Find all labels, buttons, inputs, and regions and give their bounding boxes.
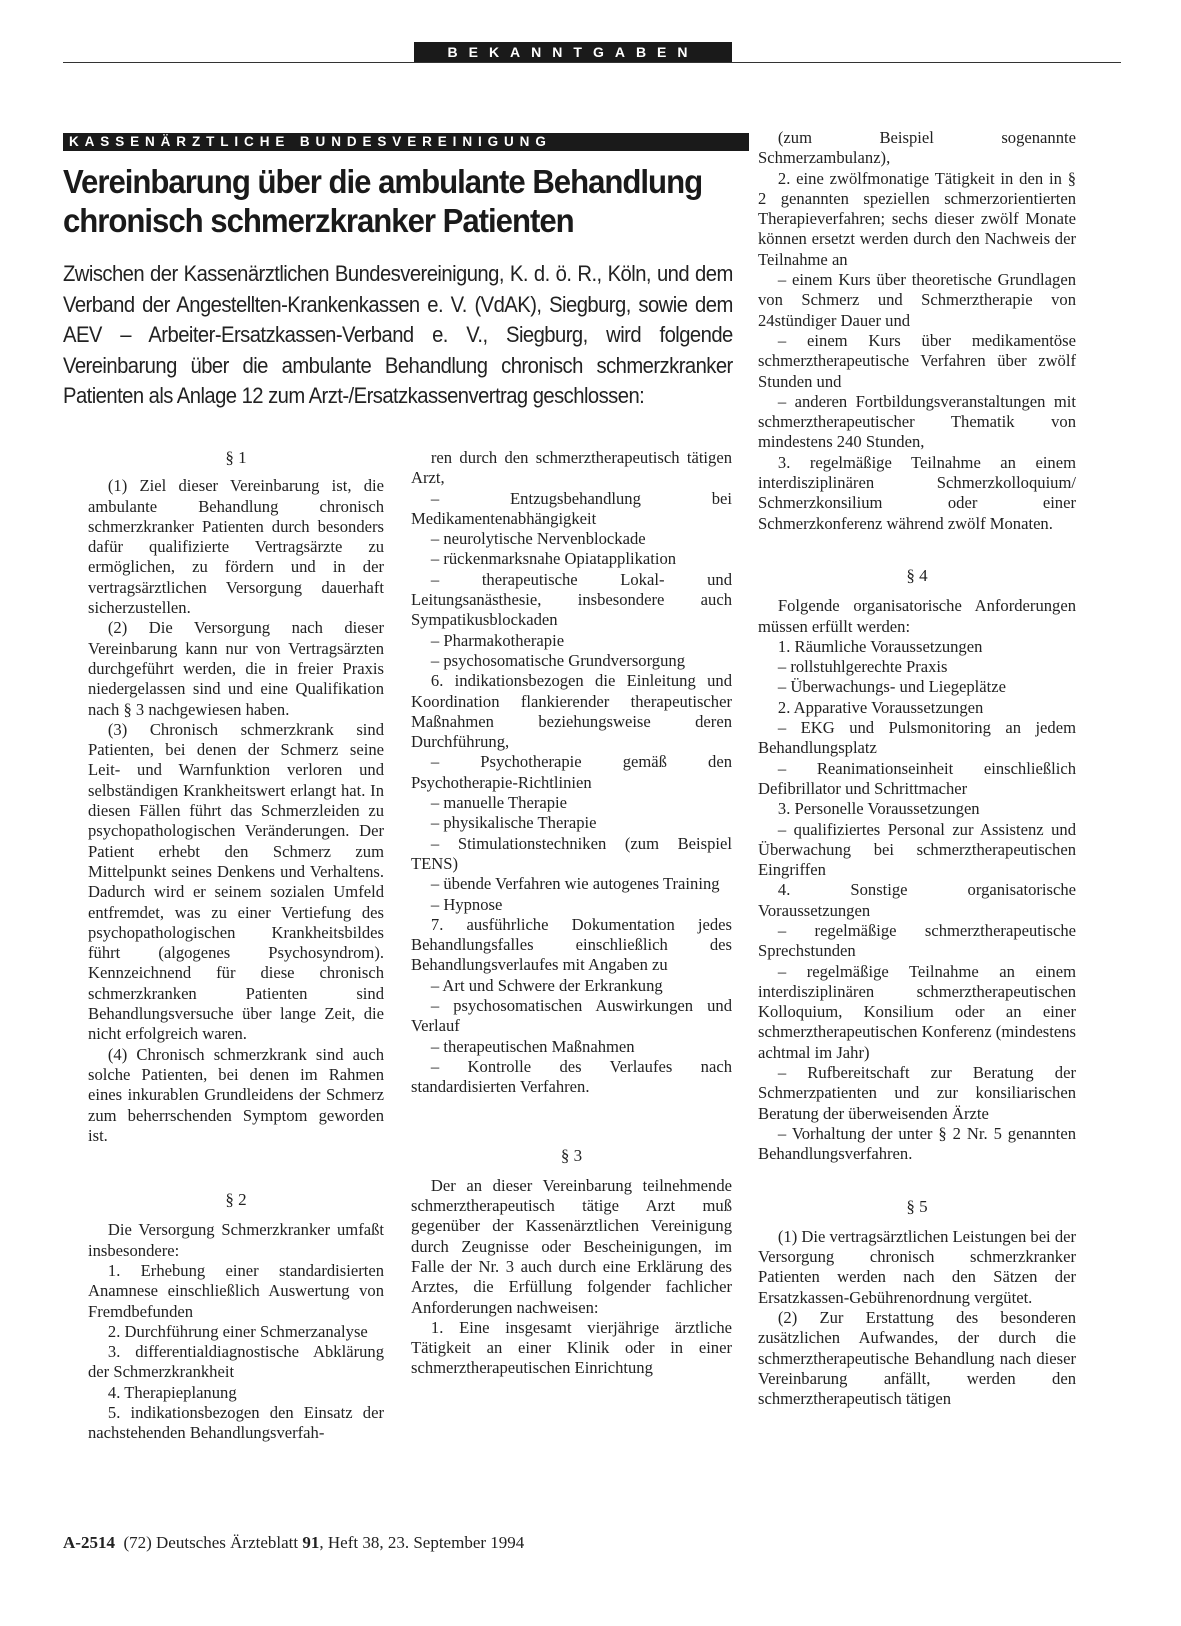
paragraph-1-3: (3) Chronisch schmerzkrank sind Patienten, bei denen der Schmerz seine Leit- und Warnfunktion verloren und selbständigen Krankheitswert erlangt hat. In diesen Fällen führt das Schmerzleiden zu psychopathologischen Veränderungen. Der Patient erhebt den Schmerz zum Mittelpunkt seines Denkens und Verhaltens. Dadurch wird er seinem sozialen Umfeld entfremdet, was zu einer Vertiefung des psychopathologischen Krankheitsbildes führt (algogenes Psychosyndrom). Kennzeichnend für diese chronisch schmerzkranken Patienten sind Behandlungsversuche über lange Zeit, die nicht erfolgreich waren. [88, 719, 384, 1044]
list-item: – regelmäßige Teilnahme an einem interdisziplinären schmerztherapeutischen Kolloquium, Konsilium oder an einer schmerztherapeutischen Konferenz (mindestens achtmal im Jahr) [758, 961, 1076, 1062]
paragraph-1-4: (4) Chronisch schmerzkrank sind auch solche Patienten, bei denen im Rahmen eines inkurablen Grundleidens der Schmerz zum beherrschenden Symptom geworden ist. [88, 1044, 384, 1145]
paragraph-5-1: (1) Die vertragsärztlichen Leistungen bei der Versorgung chronisch schmerzkranker Patienten werden nach den Sätzen der Ersatzkassen-Gebührenordnung vergütet. [758, 1226, 1077, 1307]
issue-prefix: (72) Deutsches Ärzteblatt [123, 1533, 299, 1552]
paragraph-heading: § 4 [906, 565, 928, 585]
list-item: 1. Erhebung einer standardisierten Anamnese einschließlich Auswertung von Fremdbefunden [88, 1260, 384, 1321]
page-header [63, 38, 1121, 68]
list-item: – einem Kurs über theoretische Grundlagen von Schmerz und Schmerztherapie von 24stündiger Dauer und [758, 270, 1076, 330]
list-item: – manuelle Therapie [430, 793, 567, 813]
list-item: – psychosomatische Grundversorgung [430, 650, 685, 670]
list-item: 3. differentialdiagnostische Abklärung der Schmerzkrankheit [88, 1342, 384, 1382]
paragraph-3-intro: Der an dieser Vereinbarung teilnehmende schmerztherapeutisch tätige Arzt muß gegenüber der Kassenärztlichen Vereinigung durch Zeugnisse oder Bescheinigungen, im Falle der Nr. 3 auch durch eine Erklärung des Arztes, die Erfüllung folgender fachlicher Anforderungen nachweisen: [411, 1175, 732, 1317]
organization-bar: KASSENÄRZTLICHE BUNDESVEREINIGUNG [63, 133, 749, 151]
paragraph-5-2: (2) Zur Erstattung des besonderen zusätzlichen Aufwandes, der durch die schmerztherapeutische Behandlung nach dieser Vereinbarung anfällt, werden den schmerztherapeutisch tätigen [758, 1308, 1076, 1409]
list-item: – physikalische Therapie [430, 813, 597, 833]
list-item: – rollstuhlgerechte Praxis [777, 657, 948, 677]
list-item: 7. ausführliche Dokumentation jedes Behandlungsfalles einschließlich des Behandlungsverlaufes mit Angaben zu [411, 914, 732, 975]
column-1 [88, 448, 384, 1444]
paragraph-1-1: (1) Ziel dieser Vereinbarung ist, die ambulante Behandlung chronisch schmerzkranker Patienten durch besonders dafür qualifizierte Vertragsärzte zu ermöglichen, zu fördern und in der vertragsärztlichen Versorgung dauerhaft sicherzustellen. [88, 476, 384, 618]
issue-suffix: , Heft 38, 23. September 1994 [319, 1533, 525, 1552]
paragraph-heading: § 3 [560, 1145, 583, 1165]
header-rule [63, 62, 1121, 63]
list-item: 3. Personelle Voraussetzungen [777, 799, 980, 819]
list-item: – Reanimationseinheit einschließlich Defibrillator und Schrittmacher [758, 758, 1076, 798]
list-item: – Hypnose [430, 894, 503, 914]
list-item: 4. Sonstige organisatorische Voraussetzungen [758, 880, 1076, 920]
list-item: – Psychotherapie gemäß den Psychotherapie-Richtlinien [411, 752, 732, 792]
continued-text: (zum Beispiel sogenannte Schmerzambulanz), [758, 128, 1076, 168]
list-item: – anderen Fortbildungsveranstaltungen mit schmerztherapeutischer Thematik von mindestens 240 Stunden, [758, 391, 1076, 452]
list-item: 1. Räumliche Voraussetzungen [777, 636, 983, 656]
column-3 [758, 128, 1076, 1410]
list-item: – Art und Schwere der Erkrankung [430, 975, 663, 995]
list-item: 2. eine zwölfmonatige Tätigkeit in den in § 2 genannten speziellen schmerzorientierten Therapieverfahren; sechs dieser zwölf Monate können ersetzt werden durch den Nachweis der Teilnahme an [758, 168, 1076, 269]
list-item: – Rufbereitschaft zur Beratung der Schmerzpatienten und zur konsiliarischen Beratung der überweisenden Ärzte [758, 1063, 1076, 1123]
list-item: – Überwachungs- und Liegeplätze [777, 677, 1006, 697]
list-item: 4. Therapieplanung [107, 1382, 237, 1402]
list-item: 5. indikationsbezogen den Einsatz der nachstehenden Behandlungsverfah- [88, 1403, 384, 1443]
list-item: – rückenmarksnahe Opiatapplikation [430, 549, 677, 569]
article-intro: Zwischen der Kassenärztlichen Bundesvereinigung, K. d. ö. R., Köln, und dem Verband der Angestellten-Krankenkassen e. V. (VdAK), Siegburg, sowie dem AEV – Arbeiter-Ersatzkassen-Verband e. V., Siegburg, wird folgende Vereinbarung über die ambulante Behandlung chronisch schmerzkranker Patienten als Anlage 12 zum Arzt-/Ersatzkassenvertrag geschlossen: [63, 261, 733, 408]
section-label: BEKANNTGABEN [414, 42, 732, 62]
list-item: 1. Eine insgesamt vierjährige ärztliche Tätigkeit an einer Klinik oder in einer schmerztherapeutischen Einrichtung [411, 1317, 732, 1378]
list-item: – einem Kurs über medikamentöse schmerztherapeutische Verfahren über zwölf Stunden und [758, 330, 1076, 391]
list-item: – regelmäßige schmerztherapeutische Sprechstunden [758, 920, 1076, 961]
list-item: 2. Durchführung einer Schmerzanalyse [107, 1321, 368, 1341]
headline-line: Vereinbarung über die ambulante Behandlung [63, 164, 703, 201]
list-item: – Kontrolle des Verlaufes nach standardisierten Verfahren. [411, 1056, 732, 1097]
list-item: – Pharmakotherapie [430, 630, 565, 650]
list-item: – qualifiziertes Personal zur Assistenz und Überwachung bei schmerztherapeutischen Eingriffen [758, 819, 1076, 880]
list-item: – übende Verfahren wie autogenes Training [430, 874, 720, 894]
page-code: A-2514 [63, 1533, 115, 1552]
list-item: – neurolytische Nervenblockade [430, 529, 646, 549]
page-footer [63, 1533, 524, 1553]
list-item: – Stimulationstechniken (zum Beispiel TENS) [411, 833, 732, 873]
volume-number: 91 [302, 1533, 320, 1552]
list-item: 6. indikationsbezogen die Einleitung und Koordination flankierender therapeutischer Maßnahmen beziehungsweise deren Durchführung, [411, 671, 732, 752]
column-2 [411, 448, 732, 1379]
list-item: 2. Apparative Voraussetzungen [777, 697, 984, 717]
paragraph-2-intro: Die Versorgung Schmerzkranker umfaßt insbesondere: [88, 1220, 384, 1260]
continued-text: ren durch den schmerztherapeutisch tätigen Arzt, [411, 448, 732, 488]
paragraph-heading: § 5 [906, 1196, 928, 1216]
list-item: 3. regelmäßige Teilnahme an einem interdisziplinären Schmerzkolloquium/ Schmerzkonsilium oder einer Schmerzkonferenz während zwölf Monaten. [758, 452, 1076, 533]
list-item: – Entzugsbehandlung bei Medikamentenabhängigkeit [411, 488, 732, 528]
article-headline [63, 163, 714, 241]
list-item: – therapeutische Lokal- und Leitungsanästhesie, insbesondere auch Sympatikusblockaden [411, 569, 732, 630]
paragraph-heading: § 2 [225, 1190, 247, 1210]
paragraph-1-2: (2) Die Versorgung nach dieser Vereinbarung kann nur von Vertragsärzten durchgeführt werden, die in freier Praxis niedergelassen sind und eine Qualifikation nach § 3 nachgewiesen haben. [88, 618, 384, 719]
paragraph-heading: § 1 [225, 448, 247, 467]
list-item: – Vorhaltung der unter § 2 Nr. 5 genannten Behandlungsverfahren. [758, 1123, 1076, 1164]
paragraph-4-intro: Folgende organisatorische Anforderungen müssen erfüllt werden: [758, 596, 1076, 636]
list-item: – therapeutischen Maßnahmen [430, 1036, 635, 1056]
list-item: – EKG und Pulsmonitoring an jedem Behandlungsplatz [758, 718, 1076, 758]
headline-line: chronisch schmerzkranker Patienten [63, 203, 574, 240]
list-item: – psychosomatischen Auswirkungen und Verlauf [411, 996, 732, 1036]
